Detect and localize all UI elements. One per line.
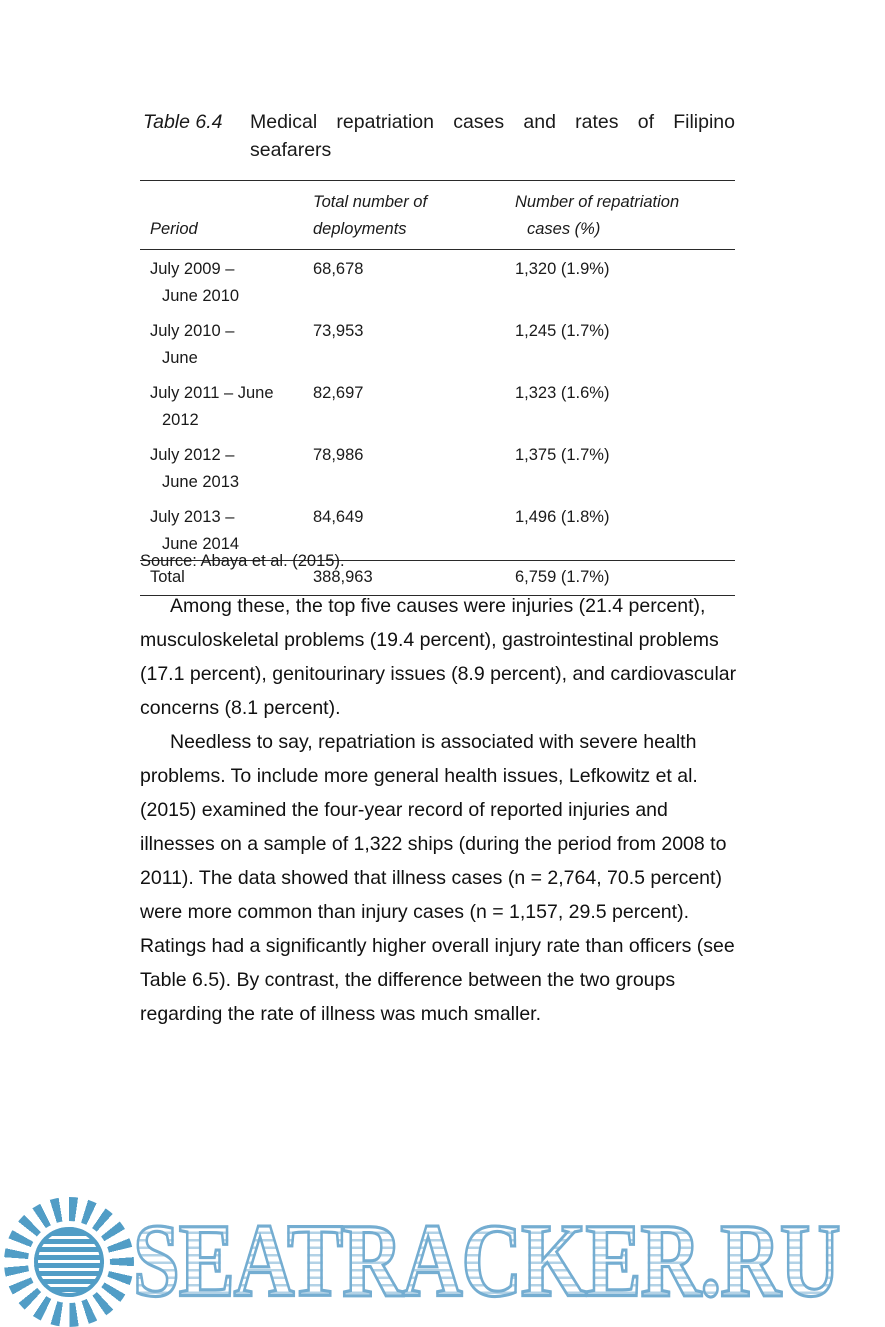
cell-total-cases: 6,759 (1.7%) bbox=[515, 561, 735, 596]
cell-total-label: Total bbox=[140, 561, 313, 596]
table-caption-text: Medical repatriation cases and rates of Filipino seafarers bbox=[250, 111, 735, 161]
cell-cases: 1,320 (1.9%) bbox=[515, 260, 610, 278]
cell-cases: 1,496 (1.8%) bbox=[515, 508, 610, 526]
cell-period: July 2009 – June 2010 bbox=[150, 260, 240, 305]
table-row bbox=[140, 374, 735, 436]
table-row bbox=[140, 312, 735, 374]
cell-total-deployments: 388,963 bbox=[313, 561, 515, 596]
cell-deployments: 82,697 bbox=[313, 384, 364, 402]
cell-cases: 1,323 (1.6%) bbox=[515, 384, 610, 402]
table-row bbox=[140, 250, 735, 313]
cell-cases: 1,375 (1.7%) bbox=[515, 446, 610, 464]
cell-deployments: 78,986 bbox=[313, 446, 364, 464]
column-header-period: Period bbox=[140, 181, 313, 250]
cell-period: July 2012 – June 2013 bbox=[150, 446, 240, 491]
watermark bbox=[0, 1195, 885, 1327]
cell-period: July 2010 – June bbox=[150, 322, 235, 367]
paragraph: Needless to say, repatriation is associated with severe health problems. To include more general health issues, Lefkowitz et al. (2015) examined the four-year record of reported injuries and illnesses on a sample of 1,322 ships (during the period from 2008 to 2011). The data showed that illness cases (n = 2,764, 70.5 percent) were more common than injury cases (n = 1,157, 29.5 percent). Ratings had a significantly higher overall injury rate than officers (see Table 6.5). By contrast, the difference between the two groups regarding the rate of illness was much smaller. bbox=[140, 731, 735, 1025]
table-caption-label: Table 6.4 bbox=[143, 111, 223, 133]
repatriation-table bbox=[140, 180, 735, 596]
cell-cases: 1,245 (1.7%) bbox=[515, 322, 610, 340]
sun-core bbox=[34, 1227, 104, 1297]
table-row bbox=[140, 436, 735, 498]
column-header-cases: Number of repatriation cases (%) bbox=[515, 181, 735, 250]
body-text bbox=[140, 589, 740, 1031]
paragraph: Among these, the top five causes were injuries (21.4 percent), musculoskeletal problems (19.4 percent), gastrointestinal problems (17.1 percent), genitourinary issues (8.9 percent), and cardiovascular concerns (8.1 percent). bbox=[140, 595, 737, 719]
table-header-row bbox=[140, 181, 735, 250]
cell-deployments: 73,953 bbox=[313, 322, 364, 340]
column-header-deployments: Total number of deployments bbox=[313, 181, 515, 250]
sun-logo-icon bbox=[4, 1197, 134, 1327]
table-caption bbox=[143, 108, 735, 164]
cell-deployments: 68,678 bbox=[313, 260, 364, 278]
table-source-note: Source: Abaya et al. (2015). bbox=[140, 552, 345, 570]
cell-period: July 2011 – June 2012 bbox=[150, 384, 274, 429]
cell-deployments: 84,649 bbox=[313, 508, 364, 526]
watermark-text: SEATRACKER.RU bbox=[133, 1202, 840, 1319]
cell-period: July 2013 – June 2014 bbox=[150, 508, 240, 553]
